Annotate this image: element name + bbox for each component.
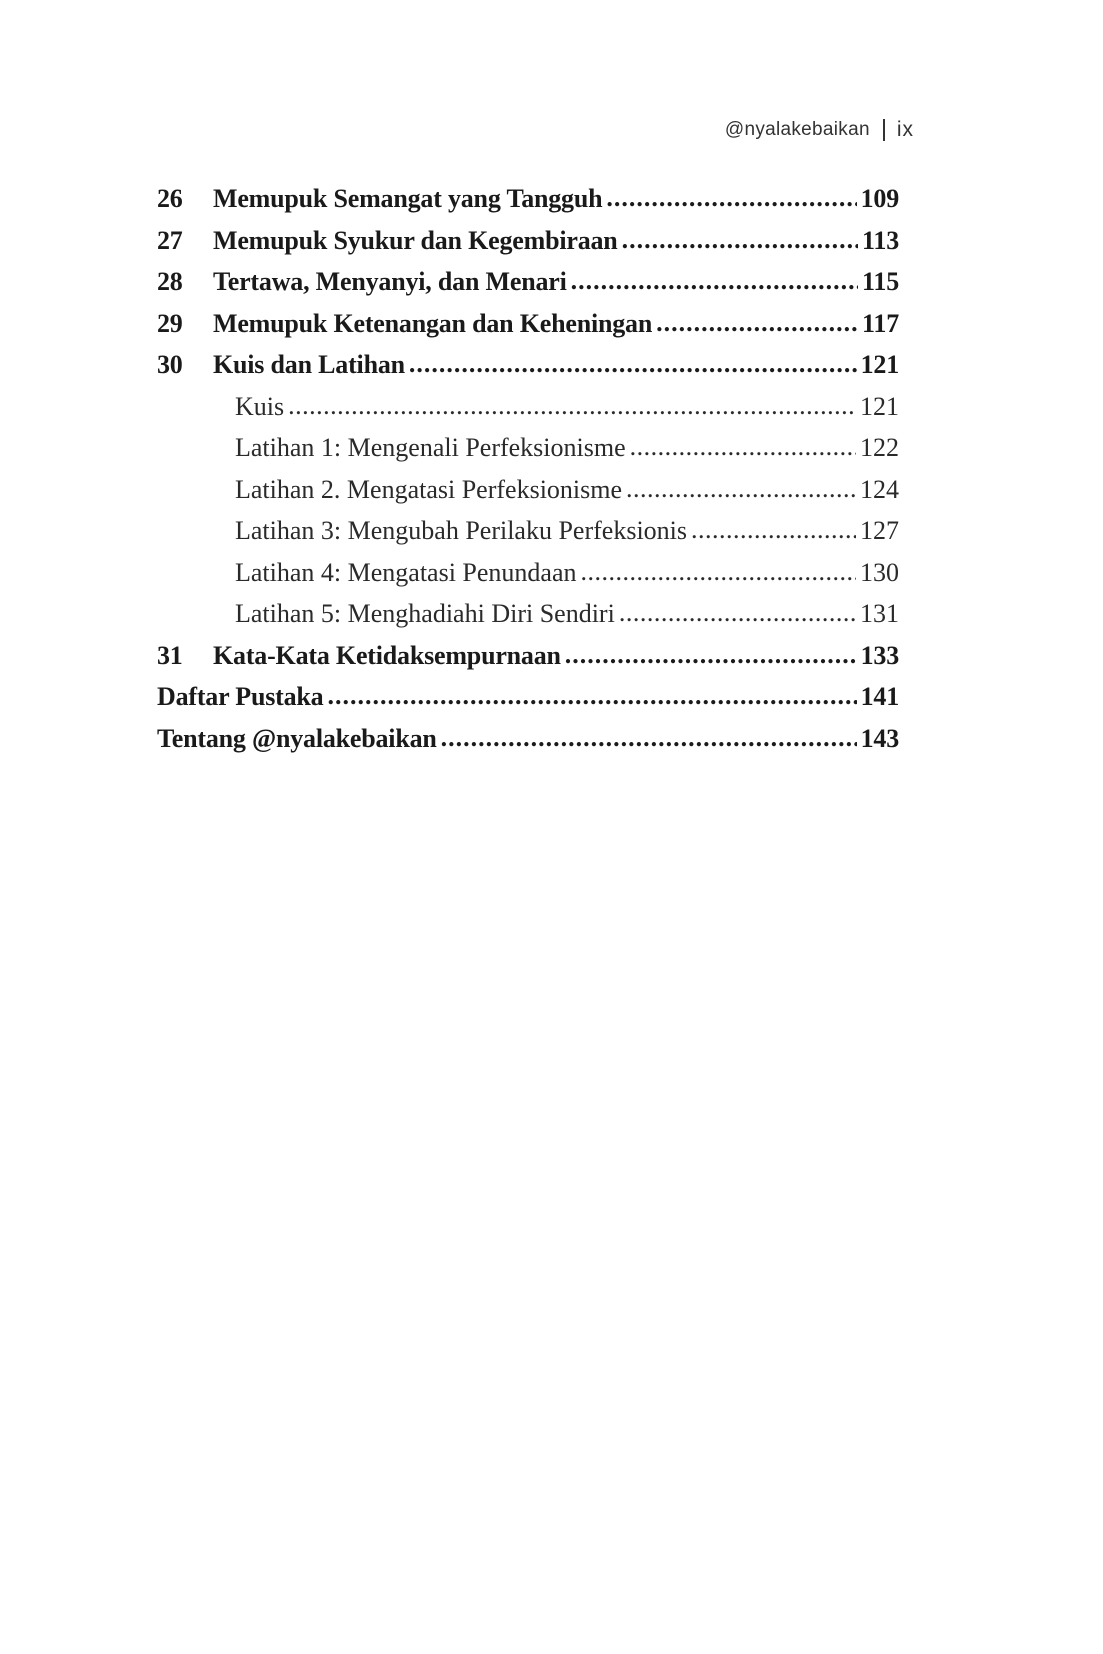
toc-entry-title: Kuis dan Latihan (213, 350, 405, 379)
toc-entry-page: 117 (862, 308, 899, 338)
toc-entry-number: 26 (157, 184, 183, 213)
toc-entry (157, 599, 899, 641)
toc-leader-dots (409, 350, 857, 379)
toc-entry-title: Latihan 2. Mengatasi Perfeksionisme (235, 474, 623, 504)
toc-entry (157, 350, 899, 392)
toc-entry-title: Memupuk Semangat yang Tangguh (213, 184, 603, 213)
toc-entry (157, 641, 899, 683)
toc-entry-number: 31 (157, 640, 183, 670)
toc-entry-number: 30 (157, 350, 183, 379)
toc-entry-title: Latihan 4: Mengatasi Penundaan (235, 557, 577, 587)
toc-entry-page: 124 (860, 474, 899, 504)
toc-entry (157, 392, 899, 434)
toc-entry (157, 516, 899, 558)
toc-entry-title: Tentang @nyalakebaikan (157, 723, 437, 753)
toc-entry (157, 184, 899, 226)
table-of-contents (157, 184, 899, 765)
toc-entry-title: Latihan 5: Menghadiahi Diri Sendiri (235, 599, 615, 628)
toc-leader-dots (581, 558, 856, 587)
toc-leader-dots (288, 392, 856, 421)
toc-entry-page: 113 (862, 225, 899, 255)
toc-entry (157, 682, 899, 724)
toc-leader-dots (630, 433, 856, 462)
toc-entry (157, 433, 899, 475)
toc-entry-title: Tertawa, Menyanyi, dan Menari (213, 267, 567, 296)
toc-leader-dots (606, 184, 856, 213)
toc-leader-dots (626, 475, 856, 504)
toc-entry (157, 724, 899, 766)
toc-entry-page: 121 (860, 391, 899, 421)
toc-leader-dots (691, 516, 856, 545)
toc-leader-dots (656, 309, 858, 338)
toc-entry-number: 27 (157, 225, 183, 255)
toc-entry-title: Kata-Kata Ketidaksempurnaan (213, 640, 561, 670)
toc-entry-number: 28 (157, 267, 183, 296)
toc-leader-dots (565, 641, 857, 670)
header-page-number: ix (896, 118, 914, 141)
toc-entry-page: 121 (860, 350, 899, 379)
running-header (725, 118, 914, 142)
toc-entry-page: 115 (862, 267, 899, 296)
toc-entry (157, 267, 899, 309)
toc-leader-dots (571, 267, 858, 296)
toc-entry-title: Daftar Pustaka (157, 682, 324, 711)
toc-entry (157, 226, 899, 268)
toc-entry-title: Latihan 3: Mengubah Perilaku Perfeksionis (235, 516, 688, 545)
toc-entry (157, 558, 899, 600)
toc-entry-page: 133 (860, 640, 899, 670)
toc-entry (157, 475, 899, 517)
toc-entry-page: 109 (860, 184, 899, 213)
toc-entry-page: 141 (860, 682, 899, 711)
toc-entry-title: Latihan 1: Mengenali Perfeksionisme (235, 433, 626, 462)
header-separator (883, 119, 885, 141)
toc-leader-dots (327, 682, 856, 711)
toc-entry-title: Kuis (235, 391, 285, 421)
toc-entry (157, 309, 899, 351)
toc-entry-page: 131 (860, 599, 899, 628)
toc-entry-title: Memupuk Syukur dan Kegembiraan (213, 225, 618, 255)
toc-leader-dots (619, 599, 856, 628)
toc-entry-number: 29 (157, 308, 183, 338)
toc-leader-dots (622, 226, 858, 255)
header-site-name: @nyalakebaikan (724, 119, 870, 140)
toc-entry-page: 122 (860, 433, 899, 462)
toc-leader-dots (441, 724, 857, 753)
toc-entry-title: Memupuk Ketenangan dan Keheningan (213, 308, 653, 338)
toc-entry-page: 143 (860, 723, 899, 753)
toc-entry-page: 130 (860, 557, 899, 587)
toc-entry-page: 127 (860, 516, 899, 545)
